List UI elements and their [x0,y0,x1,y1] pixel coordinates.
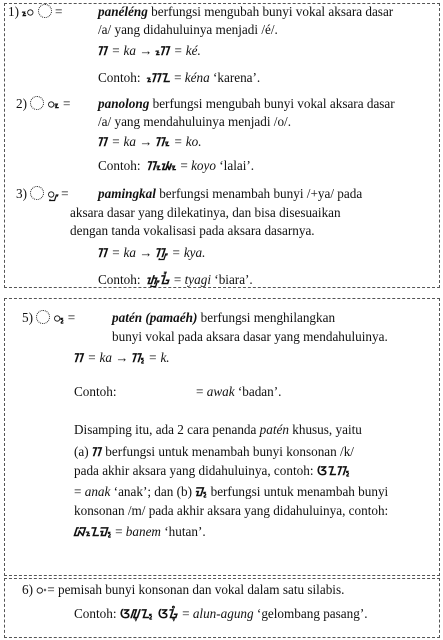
para-b-gloss: ‘hutan’. [164,524,206,539]
item-number: 2) [16,96,27,111]
contoh-word: tyagi [184,272,211,287]
para-b-glyph2: ᮘᮔᮦᮙ᮪ [74,525,112,539]
contoh-gloss: ‘lalai’. [219,158,255,173]
paten-para-line1 [74,422,362,438]
para-a-label: (a) [74,444,89,459]
dotted-circle-icon [38,4,52,18]
k-glyph: ᮊ᮪ [131,351,145,365]
term: patén (pamaéh) [112,310,198,325]
ka-glyph: ᮊ [98,135,109,149]
contoh-label: Contoh: [74,384,117,399]
pamaeh-separator-glyph: ᮫ [36,583,44,597]
item-2-desc-line2: /a/ yang mendahuluinya menjadi /o/. [98,114,292,129]
contoh-word: awak [206,384,235,399]
para-post: khusus, yaitu [292,422,362,437]
item-5-desc-line2: bunyi vokal pada aksara dasar yang mendahuluinya. [112,329,388,344]
item-3-contoh [98,272,253,288]
term: pamingkal [98,186,156,201]
item-5-contoh [74,384,117,400]
section-frame-top [4,3,440,288]
item-1-desc-line1 [98,4,393,20]
item-number: 5) [22,310,33,325]
equals: = [67,310,76,325]
item-3 [16,186,69,202]
description: berfungsi menghilangkan [200,310,336,325]
para-b-glyph: ᮙ᮪ [195,485,208,499]
item-2-example [98,134,202,150]
example-result: = kya. [171,245,206,260]
item-5-example [74,350,170,366]
item-5-contoh-value [196,384,281,400]
ka-glyph: ᮊ [98,246,109,260]
paten-para-line3 [74,463,350,479]
example-mid: = ka → [111,134,153,149]
para-term: patén [259,422,289,437]
equals: = [63,96,71,111]
item-2-desc-line1 [98,96,395,112]
contoh-glyph: ᮒᮡᮌᮤ [147,273,171,287]
equals: = [61,186,69,201]
paten-para-line6 [74,524,206,540]
description: pemisah bunyi konsonan dan vokal dalam satu silabis. [57,582,345,597]
example-result: = ké. [173,43,201,58]
example-result: = k. [148,350,170,365]
item-1 [8,4,62,20]
ke-glyph: ᮊᮦ [155,44,171,58]
para-b-text: berfungsi untuk menambah bunyi [210,484,389,499]
paten-para-line4 [74,484,388,500]
kya-glyph: ᮊᮡ [155,246,169,260]
paten-glyph: ᮪ [53,311,65,325]
contoh-eq: = [196,384,204,399]
ka-glyph: ᮊ [74,351,85,365]
paten-para-line5: konsonan /m/ pada akhir aksara yang didahuluinya, contoh: [74,503,389,518]
equals: = [55,4,63,19]
contoh-gloss: ‘badan’. [237,384,282,399]
contoh-eq: = [174,70,182,85]
description: berfungsi menambah bunyi /+ya/ pada [159,186,363,201]
para-b-word: banem [125,524,161,539]
item-number: 1) [8,4,19,19]
contoh-eq: = [180,158,188,173]
contoh-label: Contoh: [74,606,117,621]
contoh-word: koyo [191,158,216,173]
example-mid: = ka → [87,350,129,365]
contoh-label: Contoh: [98,158,141,173]
para-a-glyph: ᮊ [91,445,102,459]
para-a-gloss: ‘anak’; dan (b) [113,484,193,499]
contoh-glyph: ᮊᮧᮚᮧ [147,159,178,173]
description: berfungsi mengubah bunyi vokal aksara dasar [152,96,395,111]
item-1-example [98,43,201,59]
contoh-label: Contoh: [98,272,141,287]
item-number: 3) [16,186,27,201]
ka-glyph: ᮊ [98,44,109,58]
example-mid: = ka → [111,245,153,260]
term: panéléng [98,4,148,19]
item-number: 6) [22,582,33,597]
dotted-circle-icon [30,96,44,110]
equals: = [47,582,55,597]
para-b-eq: = [115,524,123,539]
item-5-desc-line1 [112,310,335,326]
description: berfungsi mengubah bunyi vokal aksara dasar [151,4,394,19]
dotted-circle-icon [36,310,50,324]
item-2-contoh [98,158,254,174]
term: panolong [98,96,150,111]
item-1-contoh [98,70,260,86]
contoh-glyph: ᮃᮜᮥᮔ᮪ ᮃᮌᮥᮀ [119,607,179,621]
para-a-glyph2: ᮃᮔᮊ᮪ [316,464,351,478]
contoh-eq: = [173,272,182,287]
item-2 [16,96,70,112]
panolong-glyph: ᮧ [47,97,60,111]
contoh-gloss: ‘biara’. [214,272,253,287]
para-pre: Disamping itu, ada 2 cara penanda [74,422,257,437]
item-1-desc-line2: /a/ yang didahuluinya menjadi /é/. [98,22,278,37]
item-6 [22,582,344,598]
example-mid: = ka → [111,43,153,58]
para-a-text2: pada akhir aksara yang didahuluinya, contoh: [74,463,314,478]
para-a-text: berfungsi untuk menambah bunyi konsonan /k/ [105,444,354,459]
contoh-label: Contoh: [98,70,141,85]
item-3-desc-line3: dengan tanda vokalisasi pada aksara dasarnya. [70,223,315,238]
contoh-glyph: ᮊᮦᮔ [147,71,171,85]
para-a-word: anak [84,484,111,499]
item-3-example [98,245,205,261]
contoh-gloss: ‘karena’. [213,70,261,85]
item-3-desc-line2: aksara dasar yang dilekatinya, dan bisa disesuaikan [70,205,341,220]
item-5 [22,310,75,326]
pamingkal-glyph: ᮡ [47,187,58,201]
dotted-circle-icon [30,186,44,200]
contoh-word: kéna [184,70,210,85]
para-a-eq: = [74,484,82,499]
item-3-desc-line1 [98,186,362,202]
example-result: = ko. [173,134,202,149]
contoh-gloss: ‘gelombang pasang’. [256,606,368,621]
contoh-word: alun-agung [192,606,254,621]
panelen-glyph: ᮦ [22,5,35,19]
paten-para-line2 [74,444,354,460]
item-6-contoh [74,606,368,622]
ko-glyph: ᮊᮧ [155,135,171,149]
contoh-eq: = [182,606,190,621]
